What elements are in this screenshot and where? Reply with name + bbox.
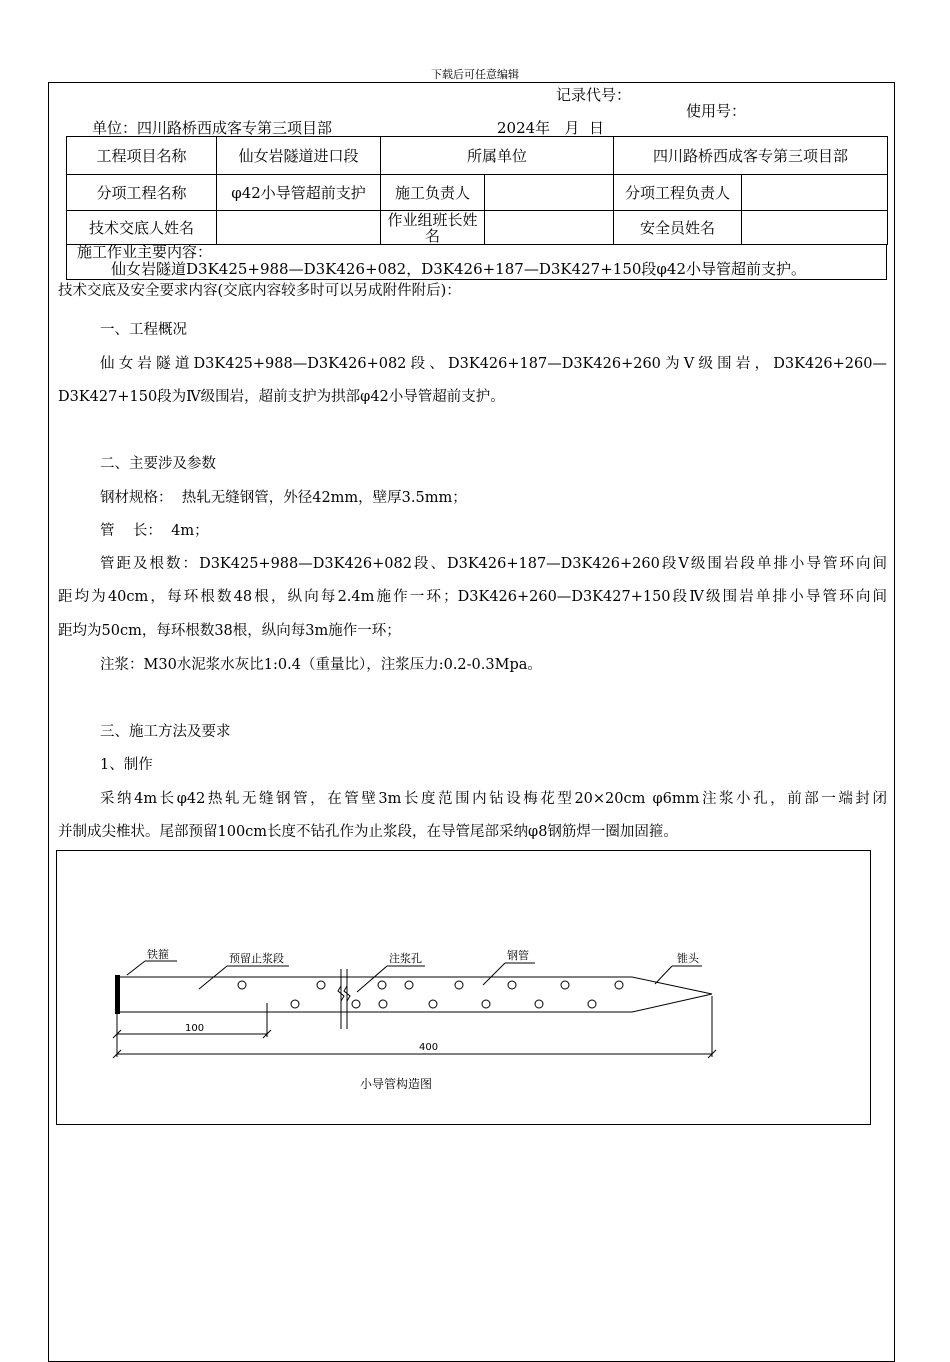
spacing-line-2: 距均为40cm，每环根数48根，纵向每2.4m施作一环；D3K426+260—D3K427+150段Ⅳ级围岩单排小导管环向间 <box>58 589 887 605</box>
record-code-label: 记录代号： <box>556 86 632 104</box>
fabrication-line-1: 采纳4m长φ42热轧无缝钢管，在管壁3m长度范围内钻设梅花型20×20cm φ6mm注浆小孔，前部一端封闭 <box>100 791 887 807</box>
section-1-line-2: D3K427+150段为Ⅳ级围岩，超前支护为拱部φ42小导管超前支护。 <box>58 389 505 405</box>
project-name-label: 工程项目名称 <box>67 137 217 175</box>
table-row <box>67 137 888 175</box>
figure-caption: 小导管构造图 <box>360 1077 433 1091</box>
dim-100: 100 <box>185 1023 205 1034</box>
team-leader-value <box>485 211 614 245</box>
safety-officer-label: 安全员姓名 <box>614 211 742 245</box>
pipe-length: 管 长： 4m； <box>100 523 209 539</box>
hoop-label: 铁箍 <box>147 948 169 961</box>
project-name-value: 仙女岩隧道进口段 <box>217 137 381 175</box>
reserved-segment-label: 预留止浆段 <box>229 952 284 965</box>
cone-head-label: 锥头 <box>677 952 699 965</box>
sub-project-lead-label: 分项工程负责人 <box>614 175 742 211</box>
hoop-shape <box>115 975 120 1014</box>
unit-label: 单位：四川路桥西成客专第三项目部 <box>92 119 333 137</box>
team-leader-label: 作业组班长姓名 <box>381 211 485 245</box>
owner-unit-value: 四川路桥西成客专第三项目部 <box>614 137 888 175</box>
section-2-title: 二、主要涉及参数 <box>100 456 216 472</box>
section-1-title: 一、工程概况 <box>100 322 187 338</box>
cone-head-shape <box>632 977 712 1012</box>
pipe-diagram-box <box>56 850 871 1125</box>
owner-unit-label: 所属单位 <box>381 137 614 175</box>
table-row <box>67 175 888 211</box>
fabrication-line-2: 并制成尖椎状。尾部预留100cm长度不钻孔作为止浆段，在导管尾部采纳φ8钢筋焊一圈加固箍。 <box>58 824 678 840</box>
grouting-spec: 注浆：M30水泥浆水灰比1:0.4（重量比），注浆压力:0.2-0.3Mpa。 <box>100 657 542 673</box>
sub-project-lead-value <box>742 175 888 211</box>
sub-project-label: 分项工程名称 <box>67 175 217 211</box>
spacing-line-3: 距均为50cm，每环根数38根，纵向每3m施作一环； <box>58 623 401 639</box>
construction-lead-label: 施工负责人 <box>381 175 485 211</box>
intro-line: 技术交底及安全要求内容(交底内容较多时可以另成附件附后)： <box>58 283 461 299</box>
work-content-label: 施工作业主要内容： <box>77 243 213 261</box>
steel-pipe-label: 钢管 <box>507 949 529 962</box>
section-3-sub-1: 1、制作 <box>100 757 153 773</box>
dim-400: 400 <box>419 1042 439 1053</box>
sub-project-value: φ42小导管超前支护 <box>217 175 381 211</box>
briefer-label: 技术交底人姓名 <box>67 211 217 245</box>
info-table <box>66 136 888 245</box>
briefer-value <box>217 211 381 245</box>
use-no-label: 使用号： <box>686 102 747 120</box>
table-row <box>67 211 888 245</box>
section-3-title: 三、施工方法及要求 <box>100 724 231 740</box>
construction-lead-value <box>485 175 614 211</box>
grout-hole-label: 注浆孔 <box>389 952 422 965</box>
pipe-diagram <box>57 851 870 1124</box>
grout-holes <box>238 981 623 1008</box>
date-label: 2024年 月 日 <box>497 119 605 137</box>
spacing-line-1: 管距及根数：D3K425+988—D3K426+082段、D3K426+187—D3K426+260段V级围岩段单排小导管环向间 <box>100 556 887 572</box>
top-note: 下载后可任意编辑 <box>431 68 519 81</box>
work-content-text: 仙女岩隧道D3K425+988—D3K426+082，D3K426+187—D3K427+150段φ42小导管超前支护。 <box>111 260 807 278</box>
safety-officer-value <box>742 211 888 245</box>
section-1-line-1: 仙女岩隧道D3K425+988—D3K426+082段、D3K426+187—D3K426+260为V级围岩，D3K426+260— <box>100 356 887 372</box>
steel-spec: 钢材规格： 热轧无缝钢管，外径42mm，壁厚3.5mm； <box>100 490 467 506</box>
